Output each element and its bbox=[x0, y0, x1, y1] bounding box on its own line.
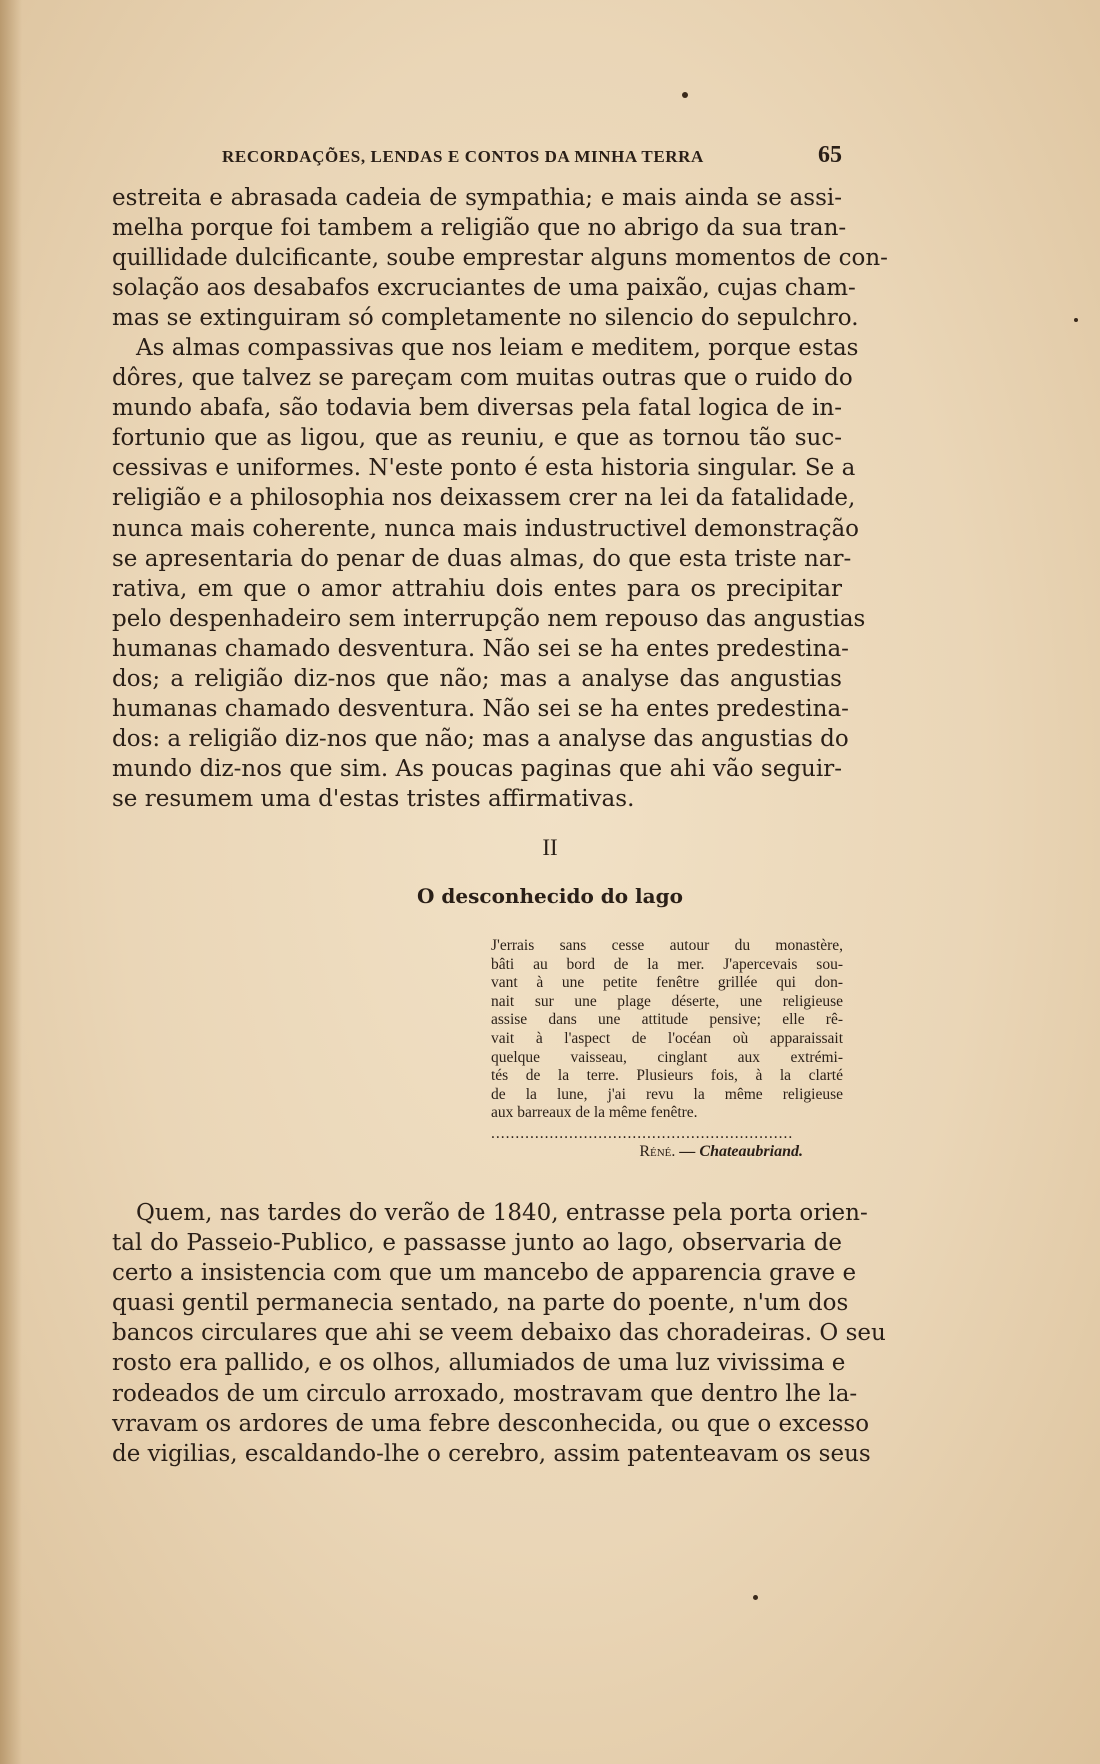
epigraph-line: vait à l'aspect de l'océan où apparaissait bbox=[491, 1029, 843, 1047]
attribution-author: — Chateaubriand. bbox=[679, 1142, 803, 1160]
text-line: certo a insistencia com que um mancebo de apparencia grave e bbox=[112, 1260, 857, 1287]
page-number: 65 bbox=[818, 142, 842, 168]
running-title: RECORDAÇÕES, LENDAS E CONTOS DA MINHA TERRA bbox=[222, 147, 704, 166]
text-line: nunca mais coherente, nunca mais industructivel demonstração bbox=[112, 515, 860, 542]
paper-speck bbox=[1074, 318, 1078, 322]
text-line: cessivas e uniformes. N'este ponto é esta historia singular. Se a bbox=[112, 455, 856, 482]
text-line: quasi gentil permanecia sentado, na parte do poente, n'um dos bbox=[112, 1290, 849, 1317]
text-line: dos: a religião diz-nos que não; mas a analyse das angustias do bbox=[112, 726, 849, 753]
epigraph-line: aux barreaux de la même fenêtre. bbox=[491, 1104, 698, 1122]
text-line: bancos circulares que ahi se veem debaixo das choradeiras. O seu bbox=[112, 1320, 886, 1347]
text-line: mas se extinguiram só completamente no silencio do sepulchro. bbox=[112, 305, 859, 332]
text-line: humanas chamado desventura. Não sei se ha entes predestina- bbox=[112, 635, 849, 662]
paper-speck bbox=[753, 1595, 758, 1600]
text-line: se resumem uma d'estas tristes affirmativas. bbox=[112, 786, 635, 813]
text-line: dos; a religião diz-nos que não; mas a analyse das angustias bbox=[112, 666, 842, 693]
text-line: melha porque foi tambem a religião que no abrigo da sua tran- bbox=[112, 215, 847, 242]
section-number: II bbox=[542, 835, 558, 860]
text-line: rodeados de um circulo arroxado, mostravam que dentro lhe la- bbox=[112, 1380, 858, 1407]
text-line: pelo despenhadeiro sem interrupção nem repouso das angustias bbox=[112, 605, 866, 632]
text-line: mundo diz-nos que sim. As poucas paginas que ahi vão seguir- bbox=[112, 756, 842, 783]
text-line: dôres, que talvez se pareçam com muitas outras que o ruido do bbox=[112, 365, 853, 392]
epigraph-dots: .............................................................. bbox=[491, 1124, 794, 1139]
running-header bbox=[112, 142, 842, 169]
epigraph-line: assise dans une attitude pensive; elle rê- bbox=[491, 1011, 843, 1029]
text-line: vravam os ardores de uma febre desconhecida, ou que o excesso bbox=[112, 1410, 870, 1437]
paragraph-1 bbox=[112, 183, 888, 333]
page-spine-shadow bbox=[0, 0, 22, 1764]
epigraph bbox=[491, 937, 843, 1162]
text-line: rosto era pallido, e os olhos, allumiados de uma luz vivissima e bbox=[112, 1350, 846, 1377]
paper-speck bbox=[682, 92, 688, 98]
text-line: tal do Passeio-Publico, e passasse junto ao lago, observaria de bbox=[112, 1230, 842, 1257]
attribution-name: Réné. bbox=[639, 1142, 676, 1160]
text-line: religião e a philosophia nos deixassem crer na lei da fatalidade, bbox=[112, 485, 856, 512]
epigraph-attribution bbox=[491, 1143, 843, 1162]
epigraph-line: tés de la terre. Plusieurs fois, à la clarté bbox=[491, 1067, 843, 1085]
text-line: humanas chamado desventura. Não sei se ha entes predestina- bbox=[112, 696, 849, 723]
text-line: estreita e abrasada cadeia de sympathia; e mais ainda se assi- bbox=[112, 185, 842, 211]
text-line: Quem, nas tardes do verão de 1840, entrasse pela porta orien- bbox=[136, 1200, 868, 1226]
epigraph-line: quelque vaisseau, cinglant aux extrémi- bbox=[491, 1048, 843, 1066]
epigraph-line: vant à une petite fenêtre grillée qui don- bbox=[491, 974, 843, 992]
text-line: As almas compassivas que nos leiam e meditem, porque estas bbox=[136, 335, 859, 361]
text-line: rativa, em que o amor attrahiu dois entes para os precipitar bbox=[112, 575, 842, 602]
text-line: fortunio que as ligou, que as reuniu, e que as tornou tão suc- bbox=[112, 425, 842, 452]
text-line: de vigilias, escaldando-lhe o cerebro, assim patenteavam os seus bbox=[112, 1440, 871, 1467]
paragraph-2 bbox=[112, 333, 866, 815]
epigraph-line: J'errais sans cesse autour du monastère, bbox=[491, 937, 843, 954]
text-line: mundo abafa, são todavia bem diversas pela fatal logica de in- bbox=[112, 395, 842, 422]
text-line: solação aos desabafos excruciantes de uma paixão, cujas cham- bbox=[112, 275, 856, 302]
text-line: se apresentaria do penar de duas almas, do que esta triste nar- bbox=[112, 545, 852, 572]
section-title: O desconhecido do lago bbox=[417, 884, 683, 908]
epigraph-line: bâti au bord de la mer. J'apercevais sou- bbox=[491, 955, 843, 973]
epigraph-line: nait sur une plage déserte, une religieuse bbox=[491, 992, 843, 1010]
epigraph-line: de la lune, j'ai revu la même religieuse bbox=[491, 1085, 843, 1103]
text-line: quillidade dulcificante, soube emprestar alguns momentos de con- bbox=[112, 245, 888, 272]
paragraph-3 bbox=[112, 1198, 886, 1469]
